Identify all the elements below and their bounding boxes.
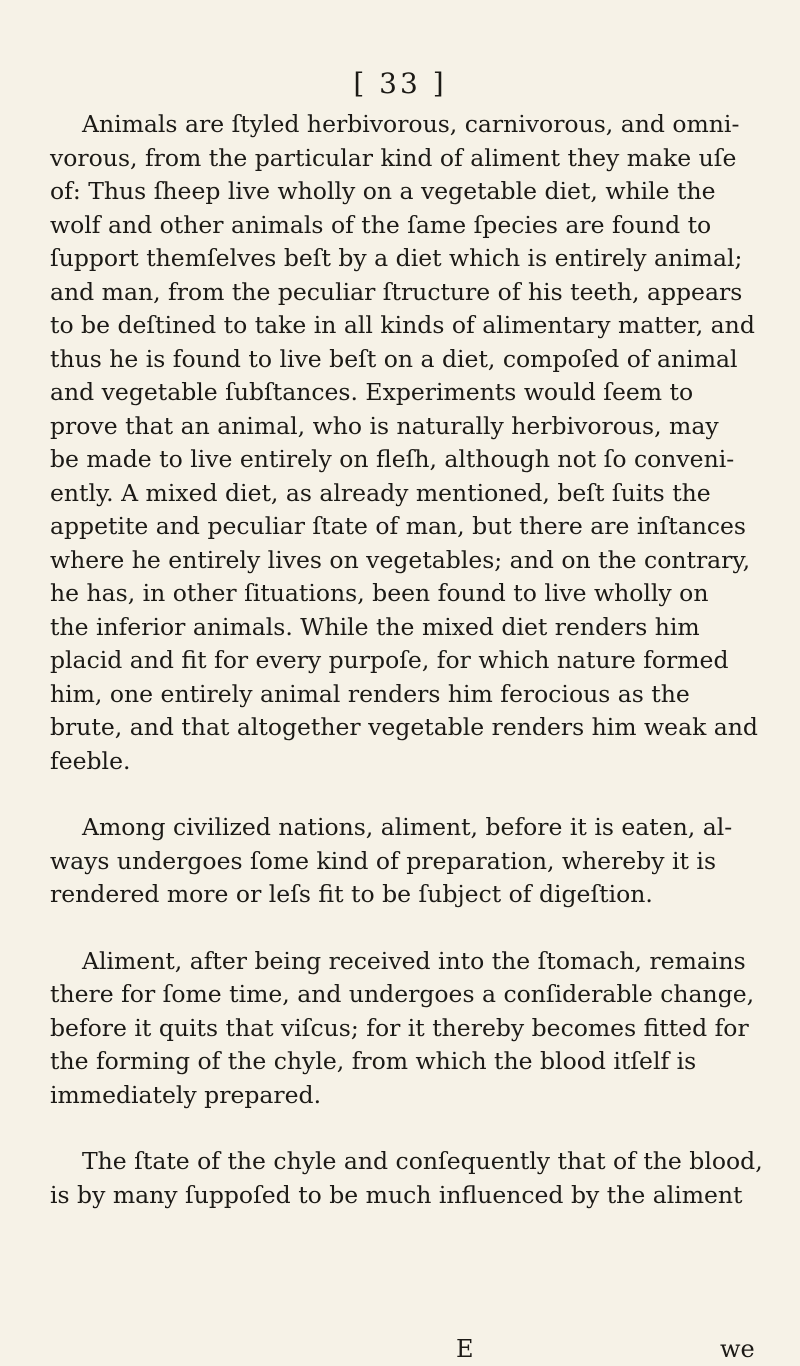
text-line: to be deſtined to take in all kinds of alimentary matter, and [50, 311, 755, 339]
page-number: [ 33 ] [353, 67, 447, 100]
text-line: where he entirely lives on vegetables; and on the contrary, [50, 545, 751, 574]
page-footer [0, 1332, 800, 1366]
text-line: Aliment, after being received into the ſtomach, remains [82, 946, 746, 975]
text-line: him, one entirely animal renders him ferocious as the [50, 679, 690, 708]
text-line: ſupport themſelves beſt by a diet which is entirely animal; [50, 244, 743, 272]
text-line: the inferior animals. While the mixed diet renders him [50, 612, 700, 641]
text-line: ways undergoes ſome kind of preparation, whereby it is [50, 846, 716, 875]
text-line: vorous, from the particular kind of aliment they make uſe [50, 143, 737, 172]
signature-mark: E [456, 1335, 474, 1363]
text-line: Animals are ſtyled herbivorous, carnivorous, and omni- [82, 110, 740, 138]
text-line: and man, from the peculiar ſtructure of his teeth, appears [50, 277, 743, 306]
text-line: and vegetable ſubſtances. Experiments would ſeem to [50, 378, 694, 406]
text-line: wolf and other animals of the ſame ſpecies are found to [50, 210, 712, 239]
catchword: we [720, 1335, 755, 1363]
text-line: rendered more or leſs fit to be ſubject of digeſtion. [50, 880, 653, 908]
text-line: is by many ſuppoſed to be much influenced by the aliment [50, 1180, 743, 1209]
text-line: feeble. [50, 746, 131, 775]
text-line: placid and fit for every purpoſe, for which nature formed [50, 646, 729, 674]
paragraph-3 [50, 945, 768, 1113]
text-line: the forming of the chyle, from which the blood itſelf is [50, 1047, 697, 1075]
text-line: The ſtate of the chyle and conſequently that of the blood, [82, 1147, 763, 1175]
text-line: ently. A mixed diet, as already mentioned, beſt ſuits the [50, 478, 711, 507]
text-line: be made to live entirely on fleſh, although not ſo conveni- [50, 445, 735, 473]
text-line: immediately prepared. [50, 1080, 322, 1109]
text-line: prove that an animal, who is naturally herbivorous, may [50, 411, 719, 440]
text-line: Among civilized nations, aliment, before it is eaten, al- [82, 813, 733, 841]
text-line: thus he is found to live beſt on a diet, compoſed of animal [50, 344, 738, 373]
text-line: he has, in other ſituations, been found to live wholly on [50, 579, 709, 607]
text-line: appetite and peculiar ſtate of man, but there are inſtances [50, 512, 746, 540]
text-line: of: Thus ſheep live wholly on a vegetable diet, while the [50, 177, 716, 205]
paragraph-4 [50, 1145, 768, 1212]
paragraph-2 [50, 811, 768, 912]
text-line: brute, and that altogether vegetable renders him weak and [50, 713, 758, 741]
text-line: before it quits that viſcus; for it thereby becomes fitted for [50, 1013, 749, 1042]
paragraph-1 [50, 108, 768, 778]
body-text [50, 108, 768, 1212]
text-line: there for ſome time, and undergoes a conſiderable change, [50, 980, 755, 1008]
